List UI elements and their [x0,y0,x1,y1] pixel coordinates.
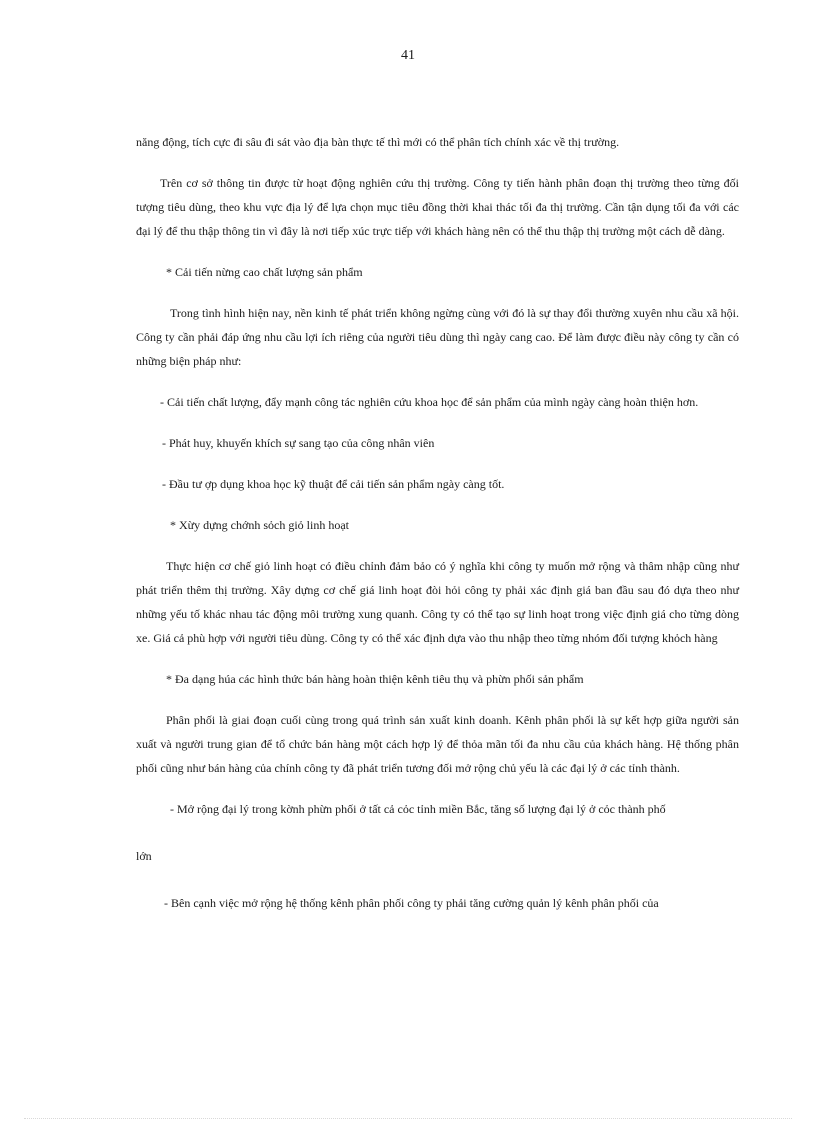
bullet-creativity: - Phát huy, khuyến khích sự sang tạo của công nhân viên [162,436,435,450]
paragraph-distribution: Phân phối là giai đoạn cuối cùng trong quá trình sản xuất kinh doanh. Kênh phân phối là sự kết hợp giữa người sản xuất và người trung gian để tổ chức bán hàng một cách hợp lý để thỏa mãn tối đa nhu cầu của khách hàng. Hệ thống phân phối cũng như bán hàng của chính công ty đã phát triển tương đối mở rộng chủ yếu là các đại lý ở các tỉnh thành. [136,713,739,775]
paragraph-intro: năng động, tích cực đi sâu đi sát vào địa bàn thực tế thì mới có thể phân tích chính xác về thị trường. [136,135,620,149]
bullet-technology: - Đầu tư ợp dụng khoa học kỹ thuật để cải tiến sản phẩm ngày càng tốt. [162,477,505,491]
paragraph-continuation: lớn [136,849,152,863]
page-bottom-divider [24,1118,792,1119]
heading-sales-distribution: * Đa dạng húa các hình thức bán hàng hoàn thiện kênh tiêu thụ và phừn phối sản phẩm [166,672,584,686]
bullet-quality-improvement: - Cải tiến chất lượng, đẩy mạnh công tác nghiên cứu khoa học để sản phẩm của mình ngày càng hoàn thiện hơn. [160,395,699,409]
heading-product-quality: * Cải tiến nừng cao chất lượng sản phẩm [166,265,363,279]
paragraph-pricing: Thực hiện cơ chế giỏ linh hoạt có điều chỉnh đảm bảo có ý nghĩa khi công ty muốn mở rộng và thâm nhập cũng như phát triển thêm thị trường. Xây dựng cơ chế giá linh hoạt đòi hỏi công ty phải xác định giá ban đầu sau đó dựa theo như những yếu tố khác nhau tác động môi trường xung quanh. Công ty có thể tạo sự linh hoạt trong việc định giá cho từng dòng xe. Giá cả phù hợp với người tiêu dùng. Công ty có thể xác định dựa vào thu nhập theo từng nhóm đối tượng khỏch hàng [136,559,739,645]
paragraph-market-segmentation: Trên cơ sở thông tin được từ hoạt động nghiên cứu thị trường. Công ty tiến hành phân đoạn thị trường theo từng đối tượng tiêu dùng, theo khu vực địa lý để lựa chọn mục tiêu đồng thời khai thác tối đa thị trường. Cần tận dụng tối đa với các đại lý để thu thập thông tin vì đây là nơi tiếp xúc trực tiếp với khách hàng nên có thể thu thập thị trường một cách dễ dàng. [136,176,739,238]
bullet-channel-management: - Bên cạnh việc mở rộng hệ thống kênh phân phối công ty phải tăng cường quản lý kênh phân phối của [164,896,659,910]
paragraph-current-situation: Trong tình hình hiện nay, nền kinh tế phát triển không ngừng cùng với đó là sự thay đổi thường xuyên nhu cầu xã hội. Công ty cần phải đáp ứng nhu cầu lợi ích riêng của người tiêu dùng thì ngày cang cao. Để làm được điều này công ty cần có những biện pháp như: [136,306,739,368]
bullet-expand-agents: - Mở rộng đại lý trong kờnh phừn phối ở tất cả cỏc tỉnh miền Bắc, tăng số lượng đại lý ở cỏc thành phố [170,802,666,816]
heading-flexible-pricing: * Xừy dựng chớnh sỏch giỏ linh hoạt [170,518,350,532]
page-number: 41 [401,48,415,63]
document-body [136,130,739,915]
